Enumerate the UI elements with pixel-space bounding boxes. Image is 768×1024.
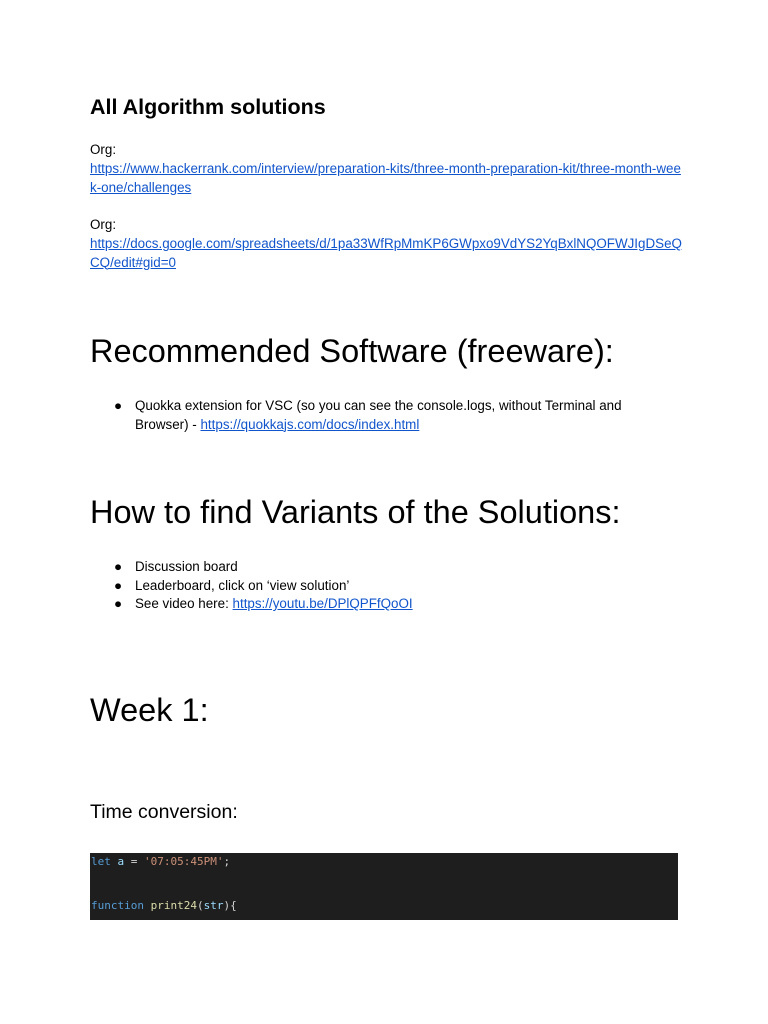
spreadsheet-link-block bbox=[90, 235, 682, 272]
code-keyword: let bbox=[91, 855, 111, 868]
list-item bbox=[90, 558, 650, 577]
variants-list bbox=[90, 558, 650, 614]
list-item bbox=[90, 397, 650, 434]
page-title: All Algorithm solutions bbox=[90, 95, 326, 119]
hackerrank-link[interactable]: https://www.hackerrank.com/interview/preparation-kits/three-month-preparation-kit/three-month-week-one/challenges bbox=[90, 161, 681, 195]
spreadsheet-link[interactable]: https://docs.google.com/spreadsheets/d/1pa33WfRpMmKP6GWpxo9VdYS2YqBxlNQOFWJIgDSeQCQ/edit#gid=0 bbox=[90, 236, 682, 270]
bullet-icon: ● bbox=[113, 596, 123, 611]
quokka-item-text: Quokka extension for VSC (so you can see the console.logs, without Terminal and Browser) - bbox=[135, 398, 622, 432]
bullet-icon: ● bbox=[113, 559, 123, 574]
code-parameter: str bbox=[203, 899, 224, 912]
code-line bbox=[91, 898, 237, 913]
list-item-text: Discussion board bbox=[135, 559, 238, 574]
code-punctuation: ( bbox=[196, 899, 204, 912]
code-block bbox=[90, 853, 678, 920]
code-punctuation: ; bbox=[223, 855, 231, 868]
bullet-icon: ● bbox=[113, 398, 123, 413]
code-keyword: function bbox=[91, 899, 144, 912]
software-heading: Recommended Software (freeware): bbox=[90, 333, 614, 369]
quokka-link[interactable]: https://quokkajs.com/docs/index.html bbox=[200, 416, 420, 432]
code-line bbox=[91, 854, 230, 869]
code-function-name: print24 bbox=[150, 899, 197, 912]
bullet-icon: ● bbox=[113, 577, 123, 593]
software-list bbox=[90, 397, 650, 434]
video-link[interactable]: https://youtu.be/DPlQPFfQoOI bbox=[232, 596, 413, 611]
list-item bbox=[90, 595, 650, 614]
time-conversion-heading: Time conversion: bbox=[90, 801, 238, 823]
variants-heading: How to find Variants of the Solutions: bbox=[90, 494, 621, 530]
code-string: '07:05:45PM' bbox=[144, 855, 224, 868]
org-label: Org: bbox=[90, 142, 117, 157]
list-item bbox=[90, 577, 650, 596]
code-operator: = bbox=[124, 855, 144, 868]
hackerrank-link-block bbox=[90, 160, 682, 197]
code-variable: a bbox=[117, 855, 125, 868]
code-punctuation: ){ bbox=[223, 899, 237, 912]
list-item-text: See video here: bbox=[135, 596, 233, 611]
org-label: Org: bbox=[90, 217, 117, 232]
list-item-text: Leaderboard, click on ‘view solution’ bbox=[135, 577, 350, 593]
week-heading: Week 1: bbox=[90, 692, 209, 728]
